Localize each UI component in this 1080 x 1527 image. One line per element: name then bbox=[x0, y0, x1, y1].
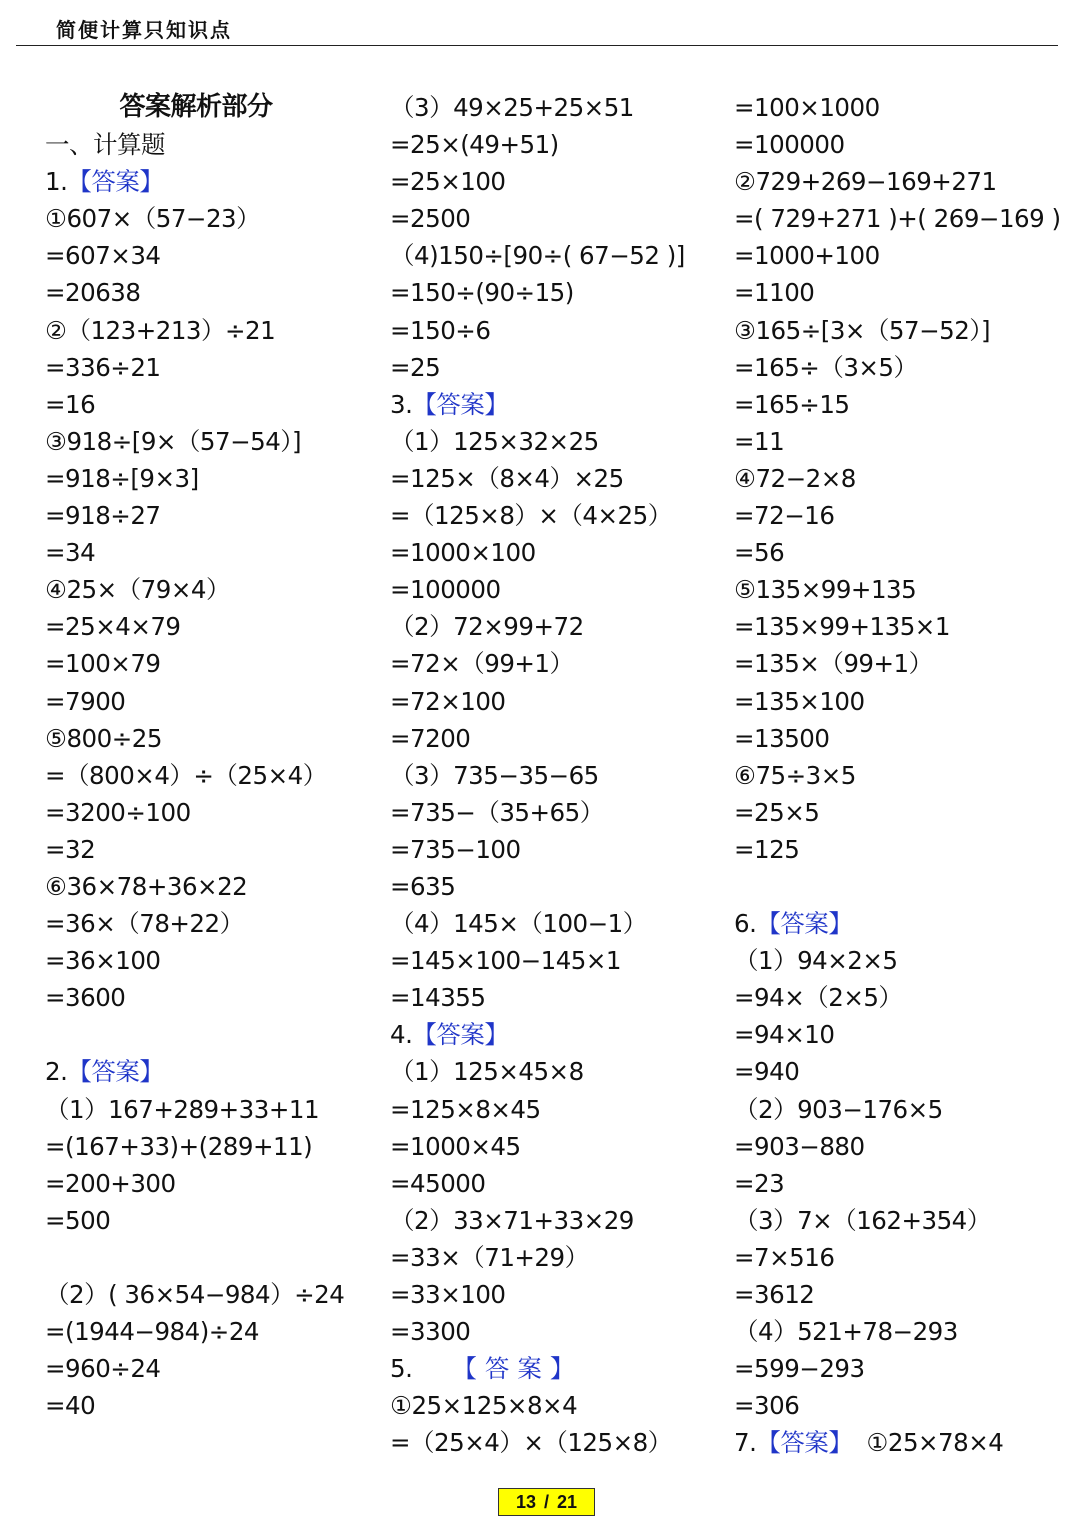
header-divider bbox=[16, 45, 1058, 46]
equation-line: =306 bbox=[734, 1391, 800, 1421]
answer-label: 【答案】 bbox=[412, 389, 509, 419]
equation-line: =94×10 bbox=[734, 1020, 835, 1050]
answer-block-6 bbox=[734, 942, 1080, 1424]
answer-block-5b bbox=[734, 89, 1080, 868]
equation-line: =336÷21 bbox=[45, 352, 161, 382]
equation-line: ①25×125×8×4 bbox=[390, 1391, 578, 1421]
equation-line: （1）125×32×25 bbox=[390, 426, 599, 456]
equation-line: ④72−2×8 bbox=[734, 463, 856, 493]
equation-line: ①607×（57−23） bbox=[45, 204, 261, 234]
equation-line: （2）72×99+72 bbox=[390, 612, 584, 642]
equation-line: =903−880 bbox=[734, 1131, 865, 1161]
answer-block-3 bbox=[390, 423, 740, 1017]
equation-line: =72×100 bbox=[390, 686, 506, 716]
equation-line: =(167+33)+(289+11) bbox=[45, 1131, 313, 1161]
equation-line: =（25×4）×（125×8） bbox=[390, 1428, 672, 1458]
equation-line: =20638 bbox=[45, 278, 141, 308]
equation-line: （3）49×25+25×51 bbox=[390, 93, 634, 122]
equation-line: =2500 bbox=[390, 204, 471, 234]
equation-line: =125×8×45 bbox=[390, 1094, 541, 1124]
equation-line: ②729+269−169+271 bbox=[734, 167, 997, 197]
equation-line: ③918÷[9×（57−54）] bbox=[45, 426, 302, 456]
equation-line: =( 729+271 )+( 269−169 ) bbox=[734, 204, 1061, 234]
equation-line: =1100 bbox=[734, 278, 815, 308]
page-total: 21 bbox=[557, 1491, 578, 1512]
equation-line: =13500 bbox=[734, 723, 830, 753]
equation-line: =（125×8）×（4×25） bbox=[390, 501, 672, 531]
equation-line: =500 bbox=[45, 1205, 111, 1235]
answer-label: 【答案】 bbox=[452, 1354, 583, 1384]
equation-line: =14355 bbox=[390, 983, 486, 1013]
equation-line: =960÷24 bbox=[45, 1354, 161, 1384]
equation-line: =40 bbox=[45, 1391, 96, 1421]
equation-line: =11 bbox=[734, 426, 785, 456]
equation-line: =33×（71+29） bbox=[390, 1242, 589, 1272]
question-number: 5. bbox=[390, 1354, 413, 1384]
equation-line: =（800×4）÷（25×4） bbox=[45, 760, 327, 790]
equation-line: =635 bbox=[390, 871, 456, 901]
equation-line: =34 bbox=[45, 538, 96, 568]
equation-line: ④25×（79×4） bbox=[45, 575, 230, 605]
equation-line: ⑤135×99+135 bbox=[734, 575, 917, 605]
equation-line: =56 bbox=[734, 538, 785, 568]
question-heading-3 bbox=[390, 386, 740, 423]
page-current: 13 bbox=[515, 1491, 536, 1512]
question-heading-2 bbox=[45, 1053, 395, 1090]
question-heading-7 bbox=[734, 1424, 1080, 1461]
equation-line: =1000×100 bbox=[390, 538, 536, 568]
equation-line: =36×100 bbox=[45, 946, 161, 976]
equation-line: =7200 bbox=[390, 723, 471, 753]
column-3 bbox=[734, 89, 1080, 1461]
equation-line: =735−（35+65） bbox=[390, 797, 604, 827]
equation-line: =150÷6 bbox=[390, 315, 491, 345]
blank-line bbox=[734, 868, 1080, 905]
question-heading-1 bbox=[45, 163, 395, 200]
answer-label: 【答案】 bbox=[756, 909, 853, 939]
equation-line: =135×99+135×1 bbox=[734, 612, 950, 642]
equation-line: =32 bbox=[45, 834, 96, 864]
equation-line: （2）903−176×5 bbox=[734, 1094, 943, 1124]
equation-line: =918÷[9×3] bbox=[45, 463, 199, 493]
equation-line: =94×（2×5） bbox=[734, 983, 903, 1013]
equation-line: =100000 bbox=[734, 130, 845, 160]
equation-line: =100×79 bbox=[45, 649, 161, 679]
equation-line: =25×5 bbox=[734, 797, 820, 827]
equation-line: =607×34 bbox=[45, 241, 161, 271]
equation-line: （1）167+289+33+11 bbox=[45, 1094, 320, 1124]
header-title: 简便计算只知识点 bbox=[56, 18, 232, 42]
question-number: 4. bbox=[390, 1020, 413, 1050]
column-2 bbox=[390, 89, 740, 1461]
answer-block-2c bbox=[390, 89, 740, 386]
blank-line bbox=[45, 1239, 395, 1276]
equation-line: =150÷(90÷15) bbox=[390, 278, 574, 308]
question-number: 6. bbox=[734, 909, 757, 939]
equation-line: =23 bbox=[734, 1168, 785, 1198]
equation-line: =145×100−145×1 bbox=[390, 946, 621, 976]
equation-line: =36×（78+22） bbox=[45, 909, 244, 939]
equation-line: =33×100 bbox=[390, 1280, 506, 1309]
answer-block-2a bbox=[45, 1091, 395, 1239]
answer-label: 【答案】 bbox=[67, 167, 164, 197]
blank-line bbox=[45, 1016, 395, 1053]
equation-line: =7×516 bbox=[734, 1242, 835, 1272]
equation-line: （2）( 36×54−984）÷24 bbox=[45, 1280, 345, 1309]
equation-line: =3200÷100 bbox=[45, 797, 191, 827]
equation-line: =3300 bbox=[390, 1317, 471, 1347]
section-title: 答案解析部分 bbox=[119, 92, 273, 122]
question-heading-6 bbox=[734, 905, 1080, 942]
answer-block-1a bbox=[45, 200, 395, 1016]
equation-line: =125 bbox=[734, 834, 800, 864]
equation-line: （4）521+78−293 bbox=[734, 1317, 958, 1347]
equation-line: （3）7×（162+354） bbox=[734, 1205, 991, 1235]
page-indicator bbox=[498, 1488, 595, 1516]
answer-label: 【答案】 bbox=[67, 1057, 164, 1087]
answer-block-4 bbox=[390, 1053, 740, 1350]
equation-line: （1）94×2×5 bbox=[734, 946, 898, 976]
equation-line: （4）145×（100−1） bbox=[390, 909, 647, 939]
question-heading-5 bbox=[390, 1350, 740, 1387]
equation-line: ⑥36×78+36×22 bbox=[45, 871, 248, 901]
equation-line: （4)150÷[90÷( 67−52 )] bbox=[390, 241, 685, 271]
answer-label: 【答案】 bbox=[756, 1428, 853, 1458]
question-number: 2. bbox=[45, 1057, 68, 1087]
column-1 bbox=[45, 89, 395, 1424]
equation-line: =599−293 bbox=[734, 1354, 865, 1384]
equation-line: =3600 bbox=[45, 983, 126, 1013]
equation-line: =45000 bbox=[390, 1168, 486, 1198]
equation-line: =200+300 bbox=[45, 1168, 176, 1198]
equation-line: =735−100 bbox=[390, 834, 521, 864]
equation-line: =72×（99+1） bbox=[390, 649, 574, 679]
equation-line: =25×4×79 bbox=[45, 612, 181, 642]
equation-line: =25 bbox=[390, 352, 441, 382]
answer-block-5 bbox=[390, 1387, 740, 1461]
equation-line: =100000 bbox=[390, 575, 501, 605]
equation-line: ⑥75÷3×5 bbox=[734, 760, 856, 790]
question-number: 1. bbox=[45, 167, 68, 197]
answer-block-2b bbox=[45, 1276, 395, 1424]
equation-line: =72−16 bbox=[734, 501, 835, 531]
equation-line: ③165÷[3×（57−52）] bbox=[734, 315, 991, 345]
equation-line: =3612 bbox=[734, 1280, 815, 1309]
question-7-first-line: ①25×78×4 bbox=[866, 1428, 1004, 1458]
equation-line: =7900 bbox=[45, 686, 126, 716]
equation-line: =135×100 bbox=[734, 686, 865, 716]
equation-line: （3）735−35−65 bbox=[390, 760, 599, 790]
equation-line: =(1944−984)÷24 bbox=[45, 1317, 259, 1347]
equation-line: =940 bbox=[734, 1057, 800, 1087]
equation-line: （1）125×45×8 bbox=[390, 1057, 584, 1087]
equation-line: =25×(49+51) bbox=[390, 130, 559, 160]
equation-line: =100×1000 bbox=[734, 93, 880, 122]
question-heading-4 bbox=[390, 1016, 740, 1053]
equation-line: =918÷27 bbox=[45, 501, 161, 531]
equation-line: =1000+100 bbox=[734, 241, 880, 271]
equation-line: =165÷15 bbox=[734, 389, 850, 419]
equation-line: =165÷（3×5） bbox=[734, 352, 918, 382]
part-title: 一、计算题 bbox=[45, 130, 165, 160]
page-separator: / bbox=[543, 1491, 549, 1512]
equation-line: =1000×45 bbox=[390, 1131, 521, 1161]
equation-line: =25×100 bbox=[390, 167, 506, 197]
question-number: 3. bbox=[390, 389, 413, 419]
equation-line: ②（123+213）÷21 bbox=[45, 315, 276, 345]
equation-line: =16 bbox=[45, 389, 96, 419]
equation-line: （2）33×71+33×29 bbox=[390, 1205, 634, 1235]
equation-line: ⑤800÷25 bbox=[45, 723, 162, 753]
answer-label: 【答案】 bbox=[412, 1020, 509, 1050]
question-number: 7. bbox=[734, 1428, 757, 1458]
equation-line: =125×（8×4）×25 bbox=[390, 463, 624, 493]
equation-line: =135×（99+1） bbox=[734, 649, 933, 679]
